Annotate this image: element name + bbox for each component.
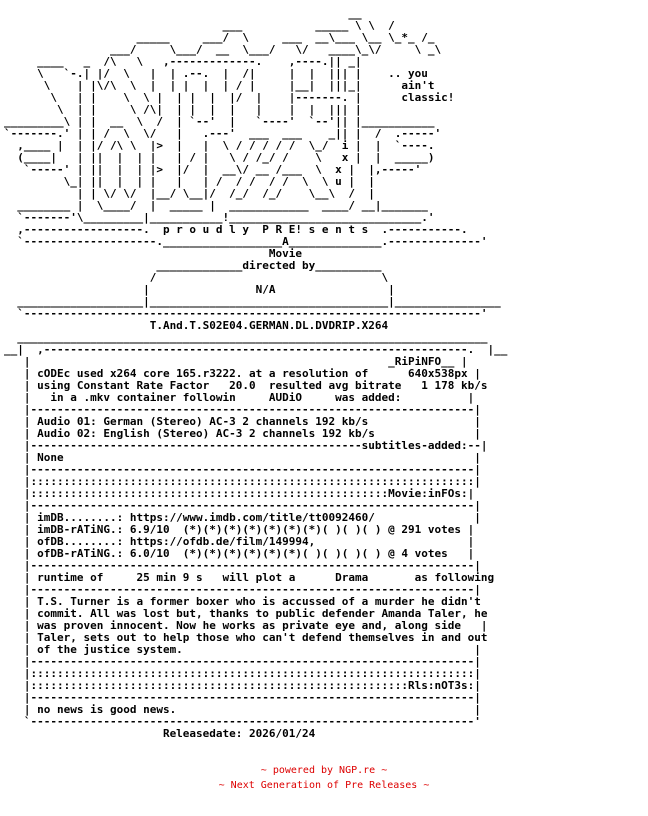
nfo-line: | ofDB-rATiNG.: 6.0/10 (*)(*)(*)(*)(*)(*)( )( )( )( ) @ 4 votes |	[4, 547, 475, 560]
nfo-line: |:::::::::::::::::::::::::::::::::::::::::::::::::::::::::Rls:nOT3s:|	[4, 679, 481, 692]
nfo-line: `---------------------------------------------------------------------'	[4, 307, 488, 320]
nfo-line: / \	[4, 271, 389, 284]
nfo-line: \ `-.| |/ \ | | .--. | /| | | ||| | .. you	[4, 67, 428, 80]
nfo-line: `-------.' | | / \ \/ | .---' ___ ___ _|| | / .-----'	[4, 127, 442, 140]
nfo-line: _________\ | | __ \ / | `--' | `----' `--'|| |___________	[4, 115, 435, 128]
nfo-line: | T.S. Turner is a former boxer who is accussed of a murder he didn't	[4, 595, 481, 608]
nfo-line: ,------------------. p r o u d l y P R E! s e n t s .-----------.	[4, 223, 468, 236]
nfo-line: \_| || | | | | | / / / / / \ \ u | |	[4, 175, 375, 188]
nfo-line: | None |	[4, 451, 481, 464]
nfo-line: |-------------------------------------------------------------------|	[4, 655, 481, 668]
nfo-line: | _RiPiNFO__ |	[4, 355, 468, 368]
nfo-line: ___/ \___/ __ \___/ \/ ____\_\/ \ _\	[4, 43, 442, 56]
nfo-line: _______________________________________________________________________	[4, 331, 488, 344]
nfo-line: T.And.T.S02E04.GERMAN.DL.DVDRIP.X264	[4, 319, 389, 332]
nfo-line: | cODEc used x264 core 165.r3222. at a resolution of 640x538px |	[4, 367, 481, 380]
nfo-line: | of the justice system. |	[4, 643, 481, 656]
nfo-line: ,____ | | |/ /\ \ |> | | \ / / / / / \_/ i | | `----.	[4, 139, 435, 152]
nfo-line: | runtime of 25 min 9 s will plot a Drama as following	[4, 571, 495, 584]
nfo-text-block	[4, 8, 507, 740]
nfo-line: | imDB........: https://www.imdb.com/title/tt0092460/ |	[4, 511, 481, 524]
nfo-line: |-------------------------------------------------------------------|	[4, 403, 481, 416]
nfo-line: | in a .mkv container followin AUDiO was added: |	[4, 391, 475, 404]
nfo-line: | N/A |	[4, 283, 395, 296]
nfo-line: |--------------------------------------------------subtitles-added:--|	[4, 439, 488, 452]
nfo-line: ___ _____ \ \ /	[4, 19, 408, 32]
nfo-line: `-------'\_________|___________!_____________________________.'	[4, 211, 435, 224]
nfo-line: \ | |\/\ \ | | | | | / | |__| |||_| ain't	[4, 79, 435, 92]
nfo-line: \ | | \ \ | | | | |/ | |-------. | classic!	[4, 91, 455, 104]
nfo-line: ____ _ /\ \ ,-------------. ,----.|| _|	[4, 55, 408, 68]
nfo-line: | Audio 02: English (Stereo) AC-3 2 channels 192 kb/s |	[4, 427, 481, 440]
nfo-line: \ | | \ /\| | | | | | | | ||| |	[4, 103, 402, 116]
nfo-line: _____________directed by__________	[4, 259, 382, 272]
nfo-line: __	[4, 7, 408, 20]
nfo-line: Releasedate: 2026/01/24	[4, 727, 316, 740]
nfo-line: __| ,----------------------------------------------------------------. |__	[4, 343, 508, 356]
nfo-line: |:::::::::::::::::::::::::::::::::::::::::::::::::::::::::::::::::::|	[4, 667, 481, 680]
nfo-line: _____ ___/ \ ___ __\___ \__ \_*_ /_	[4, 31, 442, 44]
nfo-line: | using Constant Rate Factor 20.0 resulted avg bitrate 1 178 kb/s	[4, 379, 488, 392]
nfo-line: |:::::::::::::::::::::::::::::::::::::::::::::::::::::::::::::::::::|	[4, 475, 481, 488]
nfo-line: | Audio 01: German (Stereo) AC-3 2 channels 192 kb/s |	[4, 415, 481, 428]
powered-by-text: ~ powered by NGP.re ~	[260, 765, 388, 776]
nfo-line: |-------------------------------------------------------------------|	[4, 559, 481, 572]
nfo-line: | commit. All was lost but, thanks to public defender Amanda Taler, he	[4, 607, 488, 620]
nfo-line: |::::::::::::::::::::::::::::::::::::::::::::::::::::::Movie:inFOs:|	[4, 487, 475, 500]
nfo-line: | | \/ \/ |__/ \__|/ /_/ /_/ \__\ / |	[4, 187, 375, 200]
nfo-line: Movie	[4, 247, 303, 260]
nfo-line: `-----' | || | | |> |/ | __\/ __ /___ \ x | |,-----'	[4, 163, 422, 176]
nfo-line: (____| | || | | | | / | \ / /_/ / \ x | | _____)	[4, 151, 435, 164]
nfo-line: `-------------------------------------------------------------------'	[4, 715, 481, 728]
nfo-line: |-------------------------------------------------------------------|	[4, 499, 481, 512]
nfo-line: ________ | \____/ | _____ | ____________ ____/ __|_______	[4, 199, 428, 212]
nfo-line: |-------------------------------------------------------------------|	[4, 691, 481, 704]
nfo-line: | Taler, sets out to help those who can't defend themselves in and out	[4, 631, 488, 644]
nfo-line: `--------------------.__________________A______________.--------------'	[4, 235, 488, 248]
nfo-line: | imDB-rATiNG.: 6.9/10 (*)(*)(*)(*)(*)(*)(*)( )( )( ) @ 291 votes |	[4, 523, 475, 536]
next-generation-text: ~ Next Generation of Pre Releases ~	[218, 780, 430, 791]
nfo-line: |-------------------------------------------------------------------|	[4, 463, 481, 476]
nfo-line: | ofDB........: https://ofdb.de/film/149994, |	[4, 535, 475, 548]
nfo-line: | was proven innocent. Now he works as private eye and, along side |	[4, 619, 488, 632]
nfo-line: | no news is good news. |	[4, 703, 481, 716]
nfo-line: ___________________|____________________________________|________________	[4, 295, 501, 308]
nfo-line: |-------------------------------------------------------------------|	[4, 583, 481, 596]
